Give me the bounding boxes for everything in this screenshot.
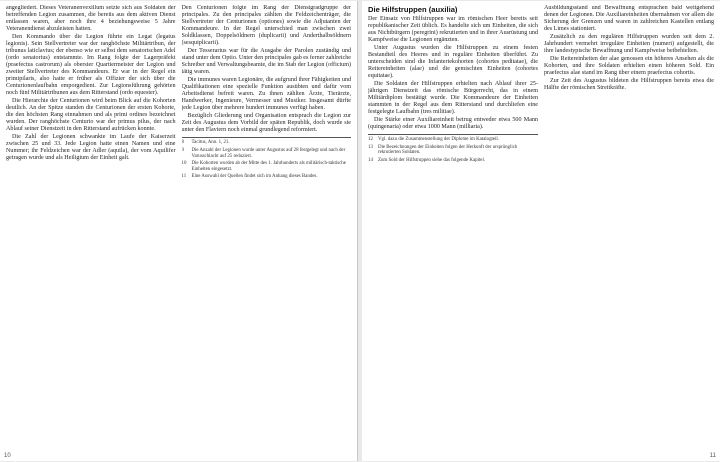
right-page (362, 1, 720, 461)
paragraph: Die Soldaten der Hilfstruppen erhielten nach Ablauf ihrer 25-jährigen Dienstzeit das römische Bürgerrecht, das in einem Militärdiplom bestätigt wurde. Die Kommandeure der Einheiten stammten in der Regel aus dem Ritterstand und durchliefen eine festgelegte Laufbahn (tres militiae). (368, 81, 538, 116)
paragraph: Ausbildungsstand und Bewaffnung entsprachen bald weitgehend denen der Legionen. Die Auxiliareinheiten übernahmen vor allem die Sicherung der Grenzen und waren in zahlreichen Kastellen entlang des Limes stationiert. (544, 5, 714, 33)
footnote-text: Die Kohorten wurden ab der Mitte des 1. Jahrhunderts als militärisch-taktische Einheiten eingesetzt. (191, 160, 346, 172)
text-column-2-body (182, 5, 352, 134)
footnote-number: 14 (368, 157, 373, 163)
footnotes-left (182, 137, 352, 180)
page-number-left: 10 (4, 453, 11, 459)
footnote-text: Eine Auswahl der Quellen findet sich im Anhang dieses Bandes. (191, 174, 318, 180)
footnote-number: 8 (181, 140, 184, 146)
footnote (182, 148, 352, 160)
paragraph: Der Einsatz von Hilfstruppen war im römischen Heer bereits seit republikanischer Zeit üblich. Es handelte sich um Einheiten, die sich aus Nichtbürgern (peregrini) rekrutierten und in ihrer Ausrüstung und Kampfweise die Legionen ergänzten. (368, 16, 538, 44)
left-page (0, 1, 358, 461)
text-column-2 (182, 5, 352, 447)
section-title: Die Hilfstruppen (auxilia) (368, 5, 458, 14)
footnote-text: Die Bezeichnungen der Einheiten folgen der Herkunft der ursprünglich rekrutierten Soldaten. (378, 144, 518, 156)
footnote-text: Zum Sold der Hilfstruppen siehe das folgende Kapitel. (378, 157, 486, 163)
footnote-number: 12 (368, 137, 373, 143)
paragraph: Die immunes waren Legionäre, die aufgrund ihrer Fähigkeiten und Qualifikationen eine spezielle Funktion ausübten und dafür vom Arbeitsdienst befreit waren. Zu ihnen zählten Ärzte, Tierärzte, Handwerker, Ingenieure, Vermesser und Musiker. Insgesamt dürfte jede Legion über mehrere hundert immunes verfügt haben. (181, 77, 351, 112)
footnote (182, 174, 352, 180)
page-number-right: 11 (709, 453, 716, 459)
text-column-4 (544, 5, 714, 447)
footnote-text: Vgl. dazu die Zusammenstellung der Diplome im Katalogteil. (378, 137, 500, 143)
footnote (182, 140, 352, 146)
paragraph: Der Tesserarius war für die Ausgabe der Parolen zuständig und stand unter dem Optio. Unter den principales gab es ferner zahlreiche Schreiber und Verwaltungsbeamte, die im Stab der Legion (officium) tätig waren. (181, 48, 351, 76)
text-column-3-body (368, 16, 538, 131)
footnote (368, 137, 538, 143)
footnote-number: 13 (368, 144, 373, 150)
footnote-text: Tacitus, Ann. 1, 21. (191, 140, 230, 146)
paragraph: Den Kommando über die Legion führte ein Legat (legatus legionis). Sein Stellvertreter war der ranghöchste Militärtribun, der tribunus laticlavius; der ebenso wie er selbst dem senatorischen Adel (ordo senatorius) entstammte. Im Rang folgte der Lagerpräfekt (praefectus castrorum) als oberster Quartiermeister der Legion und zweiter Stellvertreter des Kommandeurs. Er war in der Regel ein primipilaris, also hatte er früher als Offizier der sich über die Centurionenlaufbahn emporgedient. Zur Legionsführung gehörten noch fünf Militärtribunen aus dem Ritterstand (ordo equester). (6, 33, 176, 97)
footnotes-right (368, 134, 538, 164)
paragraph: Die Zahl der Legionen schwankte im Laufe der Kaiserzeit zwischen 25 und 33. Jede Legion hatte einen Namen und eine Nummer; ihr Feldzeichen war der Adler (aquila), der vom Aquilifer getragen wurde und als Heiligtum der Einheit galt. (6, 134, 176, 162)
paragraph: Unter Augustus wurden die Hilfstruppen zu einem festen Bestandteil des Heeres und in reguläre Einheiten überführt. Zu unterscheiden sind die Infanteriekohorten (cohortes peditatae), die Reitereinheiten (alae) und die gemischten Einheiten (cohortes equitatae). (368, 44, 538, 80)
paragraph: Den Centurionen folgte im Rang der Dienstgradgruppe der principales. Zu den principales zählten die Feldzeichenträger, die Stellvertreter der Centurionen (optiones) sowie die Adjutanten der Kommandeure. In der Regel unterschied man zwischen zwei Soldklassen, Doppelsöldnern (duplicarii) und Anderthalbsöldnern (sesquiplicarii). (181, 5, 351, 47)
paragraph: angegliedert. Dieses Veteranenvexillum setzte sich aus Soldaten der betreffenden Legion zusammen, die bereits aus dem aktiven Dienst entlassen waren, aber noch ihre 4 beziehungsweise 5 Jahre Veteranendienst abzuleisten hatten. (6, 5, 176, 33)
paragraph: Zur Zeit des Augustus bildeten die Hilfstruppen bereits etwa die Hälfte der römischen Streitkräfte. (544, 77, 714, 91)
paragraph: Zusätzlich zu den regulären Hilfstruppen wurden seit dem 2. Jahrhundert vermehrt irreguläre Einheiten (numeri) aufgestellt, die ihre landestypische Bewaffnung und Kampfweise beibehielten. (544, 33, 714, 55)
footnote-number: 11 (181, 174, 187, 180)
footnote (368, 158, 538, 164)
text-column-3 (368, 5, 538, 447)
paragraph: Die Hierarchie der Centurionen wird beim Blick auf die Kohorten deutlich. An der Spitze standen die Centurionen der ersten Kohorte, die den höchsten Rang einnahmen und als primi ordines bezeichnet wurden. Der ranghöchste Centurio war der primus pilus, der nach Ablauf seiner Dienstzeit in den Ritterstand aufrücken konnte. (6, 98, 176, 133)
paragraph: Die Reitereinheiten der alae genossen ein höheres Ansehen als die Kohorten, und ihre Soldaten erhielten einen höheren Sold. Ein praefectus alae stand im Rang über einem praefectus cohortis. (544, 55, 714, 77)
paragraph: Die Stärke einer Auxiliareinheit betrug entweder etwa 500 Mann (quingenaria) oder etwa 1000 Mann (milliaria). (368, 117, 538, 131)
footnote-number: 10 (181, 160, 187, 166)
footnote-number: 9 (181, 147, 184, 153)
footnote-text: Die Anzahl der Legionen wurde unter Augustus auf 28 festgelegt und nach der Varusschlacht auf 25 reduziert. (191, 147, 346, 159)
paragraph: Bezüglich Gliederung und Organisation entsprach die Legion zur Zeit des Augustus dem Vorbild der späten Republik, doch wurde sie unter den Flaviern noch einmal grundlegend reformiert. (181, 113, 351, 134)
footnote (368, 145, 538, 157)
text-column-1 (6, 5, 176, 447)
footnote (182, 161, 352, 173)
